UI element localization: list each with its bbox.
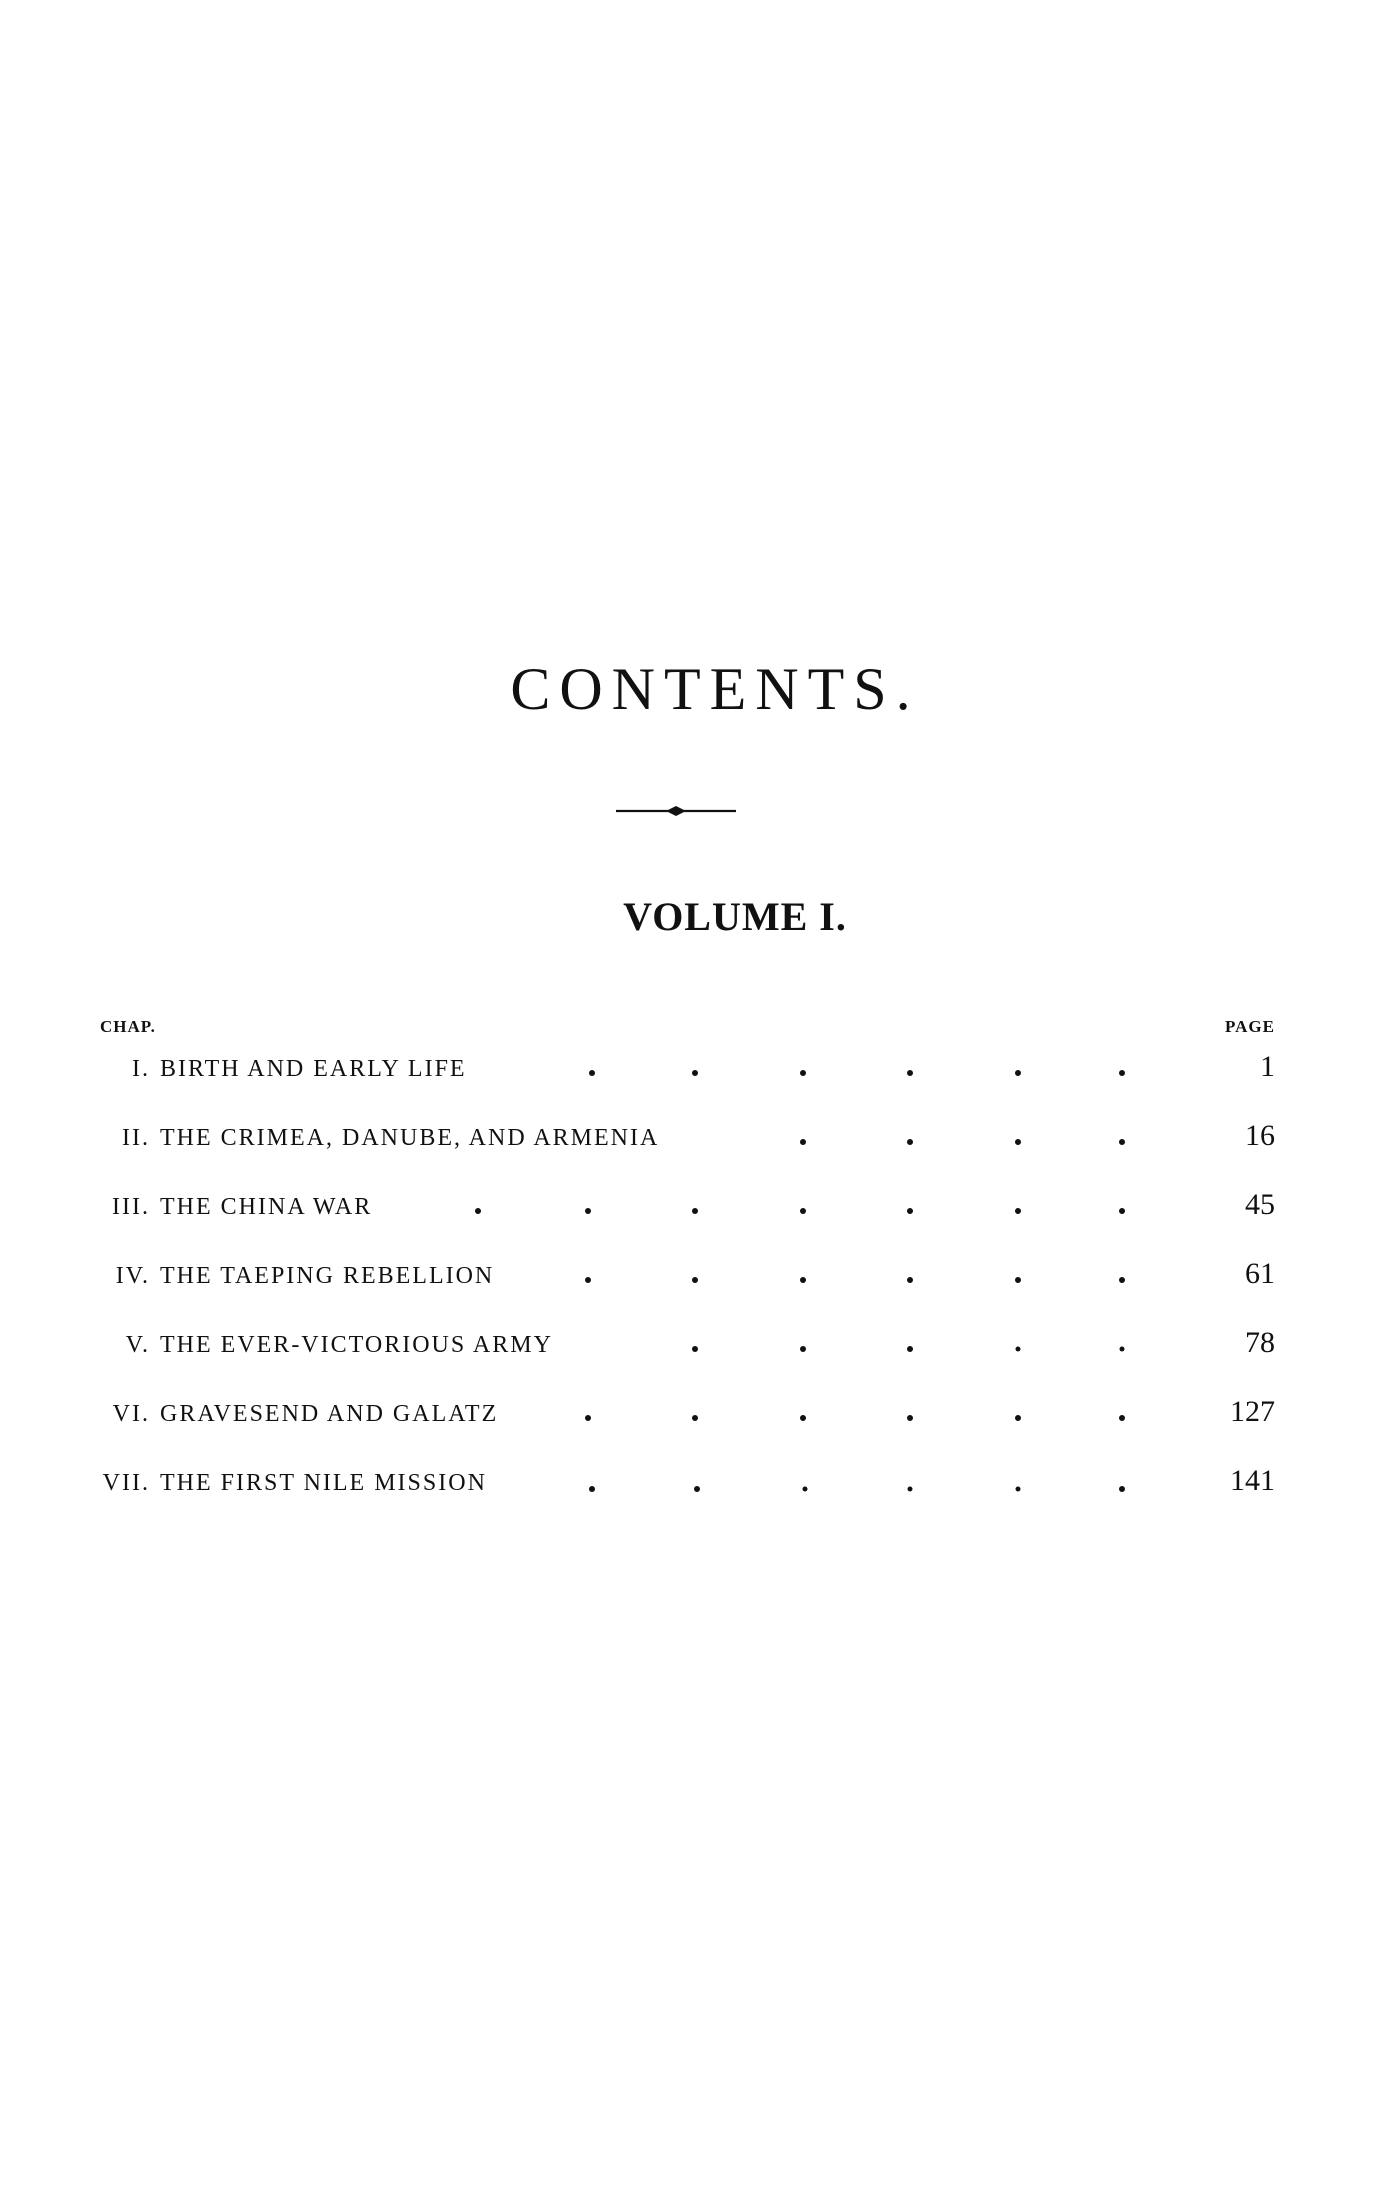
chapter-number: IV. [115,1263,150,1289]
page-number: 1 [1260,1050,1275,1083]
toc-entry [0,1186,1390,1236]
ornament-rule [616,805,736,817]
chapter-title: BIRTH AND EARLY LIFE [160,1056,467,1082]
toc-entry [0,1255,1390,1305]
page-number: 61 [1245,1257,1275,1290]
chapter-title: GRAVESEND AND GALATZ [160,1401,499,1427]
chapter-title: THE CHINA WAR [160,1194,373,1220]
toc-entry [0,1462,1390,1512]
dot-leaders [0,1462,1390,1512]
chapter-title: THE TAEPING REBELLION [160,1263,495,1289]
chapter-number: II. [122,1125,150,1151]
contents-heading: CONTENTS. [510,656,920,722]
page-number: 141 [1230,1464,1275,1497]
volume-heading: VOLUME I. [623,894,847,939]
dot-leaders [0,1324,1390,1374]
page-number: 78 [1245,1326,1275,1359]
page-column-heading: PAGE [1225,1017,1275,1036]
dot-leaders [0,1186,1390,1236]
chapter-title: THE FIRST NILE MISSION [160,1470,487,1496]
page-number: 45 [1245,1188,1275,1221]
toc-entry [0,1393,1390,1443]
chapter-number: III. [112,1194,150,1220]
chapter-title: THE EVER-VICTORIOUS ARMY [160,1332,553,1358]
page-number: 127 [1230,1395,1275,1428]
chapter-number: VII. [102,1470,150,1496]
dot-leaders [0,1117,1390,1167]
chapter-number: VI. [112,1401,150,1427]
chap-column-heading: CHAP. [100,1017,156,1036]
page-number: 16 [1245,1119,1275,1152]
chapter-title: THE CRIMEA, DANUBE, AND ARMENIA [160,1125,660,1151]
toc-entry [0,1324,1390,1374]
chapter-number: I. [132,1056,150,1082]
dot-leaders [0,1255,1390,1305]
dot-leaders [0,1048,1390,1098]
toc-entry [0,1117,1390,1167]
toc-entry [0,1048,1390,1098]
chapter-number: V. [125,1332,150,1358]
dot-leaders [0,1393,1390,1443]
